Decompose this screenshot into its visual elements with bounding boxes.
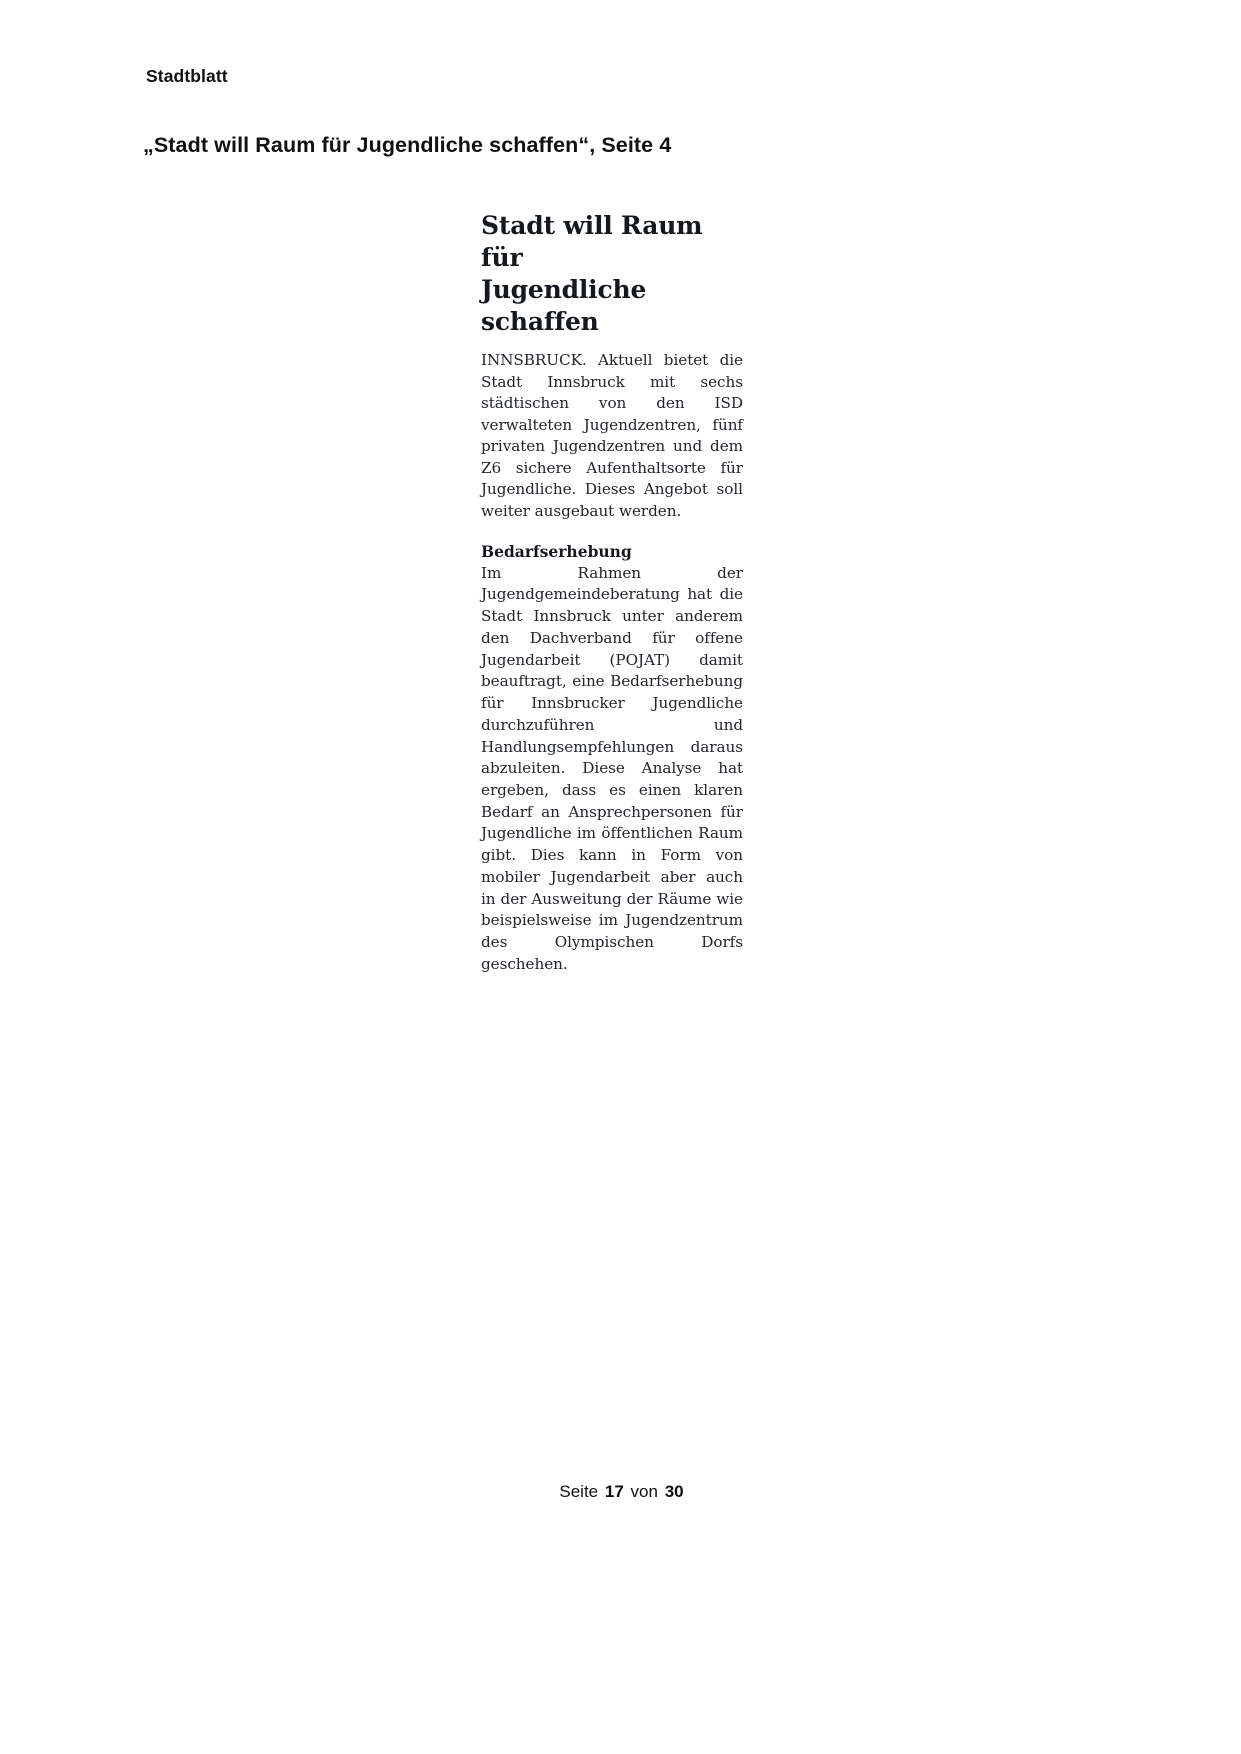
clipping-headline-line1: Stadt will Raum für <box>481 211 703 272</box>
footer-prefix: Seite <box>559 1482 599 1501</box>
footer-total-pages: 30 <box>664 1482 684 1501</box>
newspaper-clipping <box>481 210 743 976</box>
document-source-label: Stadtblatt <box>146 66 228 86</box>
clipping-lead-paragraph: INNSBRUCK. Aktuell bietet die Stadt Innsbruck mit sechs städtischen von den ISD verwalteten Jugendzentren, fünf privaten Jugendzentren und dem Z6 sichere Aufenthaltsorte für Jugendliche. Dieses Angebot soll weiter ausgebaut werden. <box>481 351 743 521</box>
footer-separator: von <box>630 1482 658 1501</box>
clipping-body-paragraph: Im Rahmen der Jugendgemeindeberatung hat die Stadt Innsbruck unter anderem den Dachverband für offene Jugendarbeit (POJAT) damit beauftragt, eine Bedarfserhebung für Innsbrucker Jugendliche durchzuführen und Handlungsempfehlungen daraus abzuleiten. Diese Analyse hat ergeben, dass es einen klaren Bedarf an Ansprechpersonen für Jugendliche im öffentlichen Raum gibt. Dies kann in Form von mobiler Jugendarbeit aber auch in der Ausweitung der Räume wie beispielsweise im Jugendzentrum des Olympischen Dorfs geschehen. <box>481 563 743 973</box>
clipping-headline <box>481 210 743 338</box>
clipping-headline-line2: Jugendliche schaffen <box>481 275 647 336</box>
page-title: „Stadt will Raum für Jugendliche schaffen“, Seite 4 <box>143 133 672 157</box>
clipping-subheading: Bedarfserhebung <box>481 541 632 561</box>
page-footer <box>0 1482 1241 1502</box>
footer-current-page: 17 <box>604 1482 624 1501</box>
